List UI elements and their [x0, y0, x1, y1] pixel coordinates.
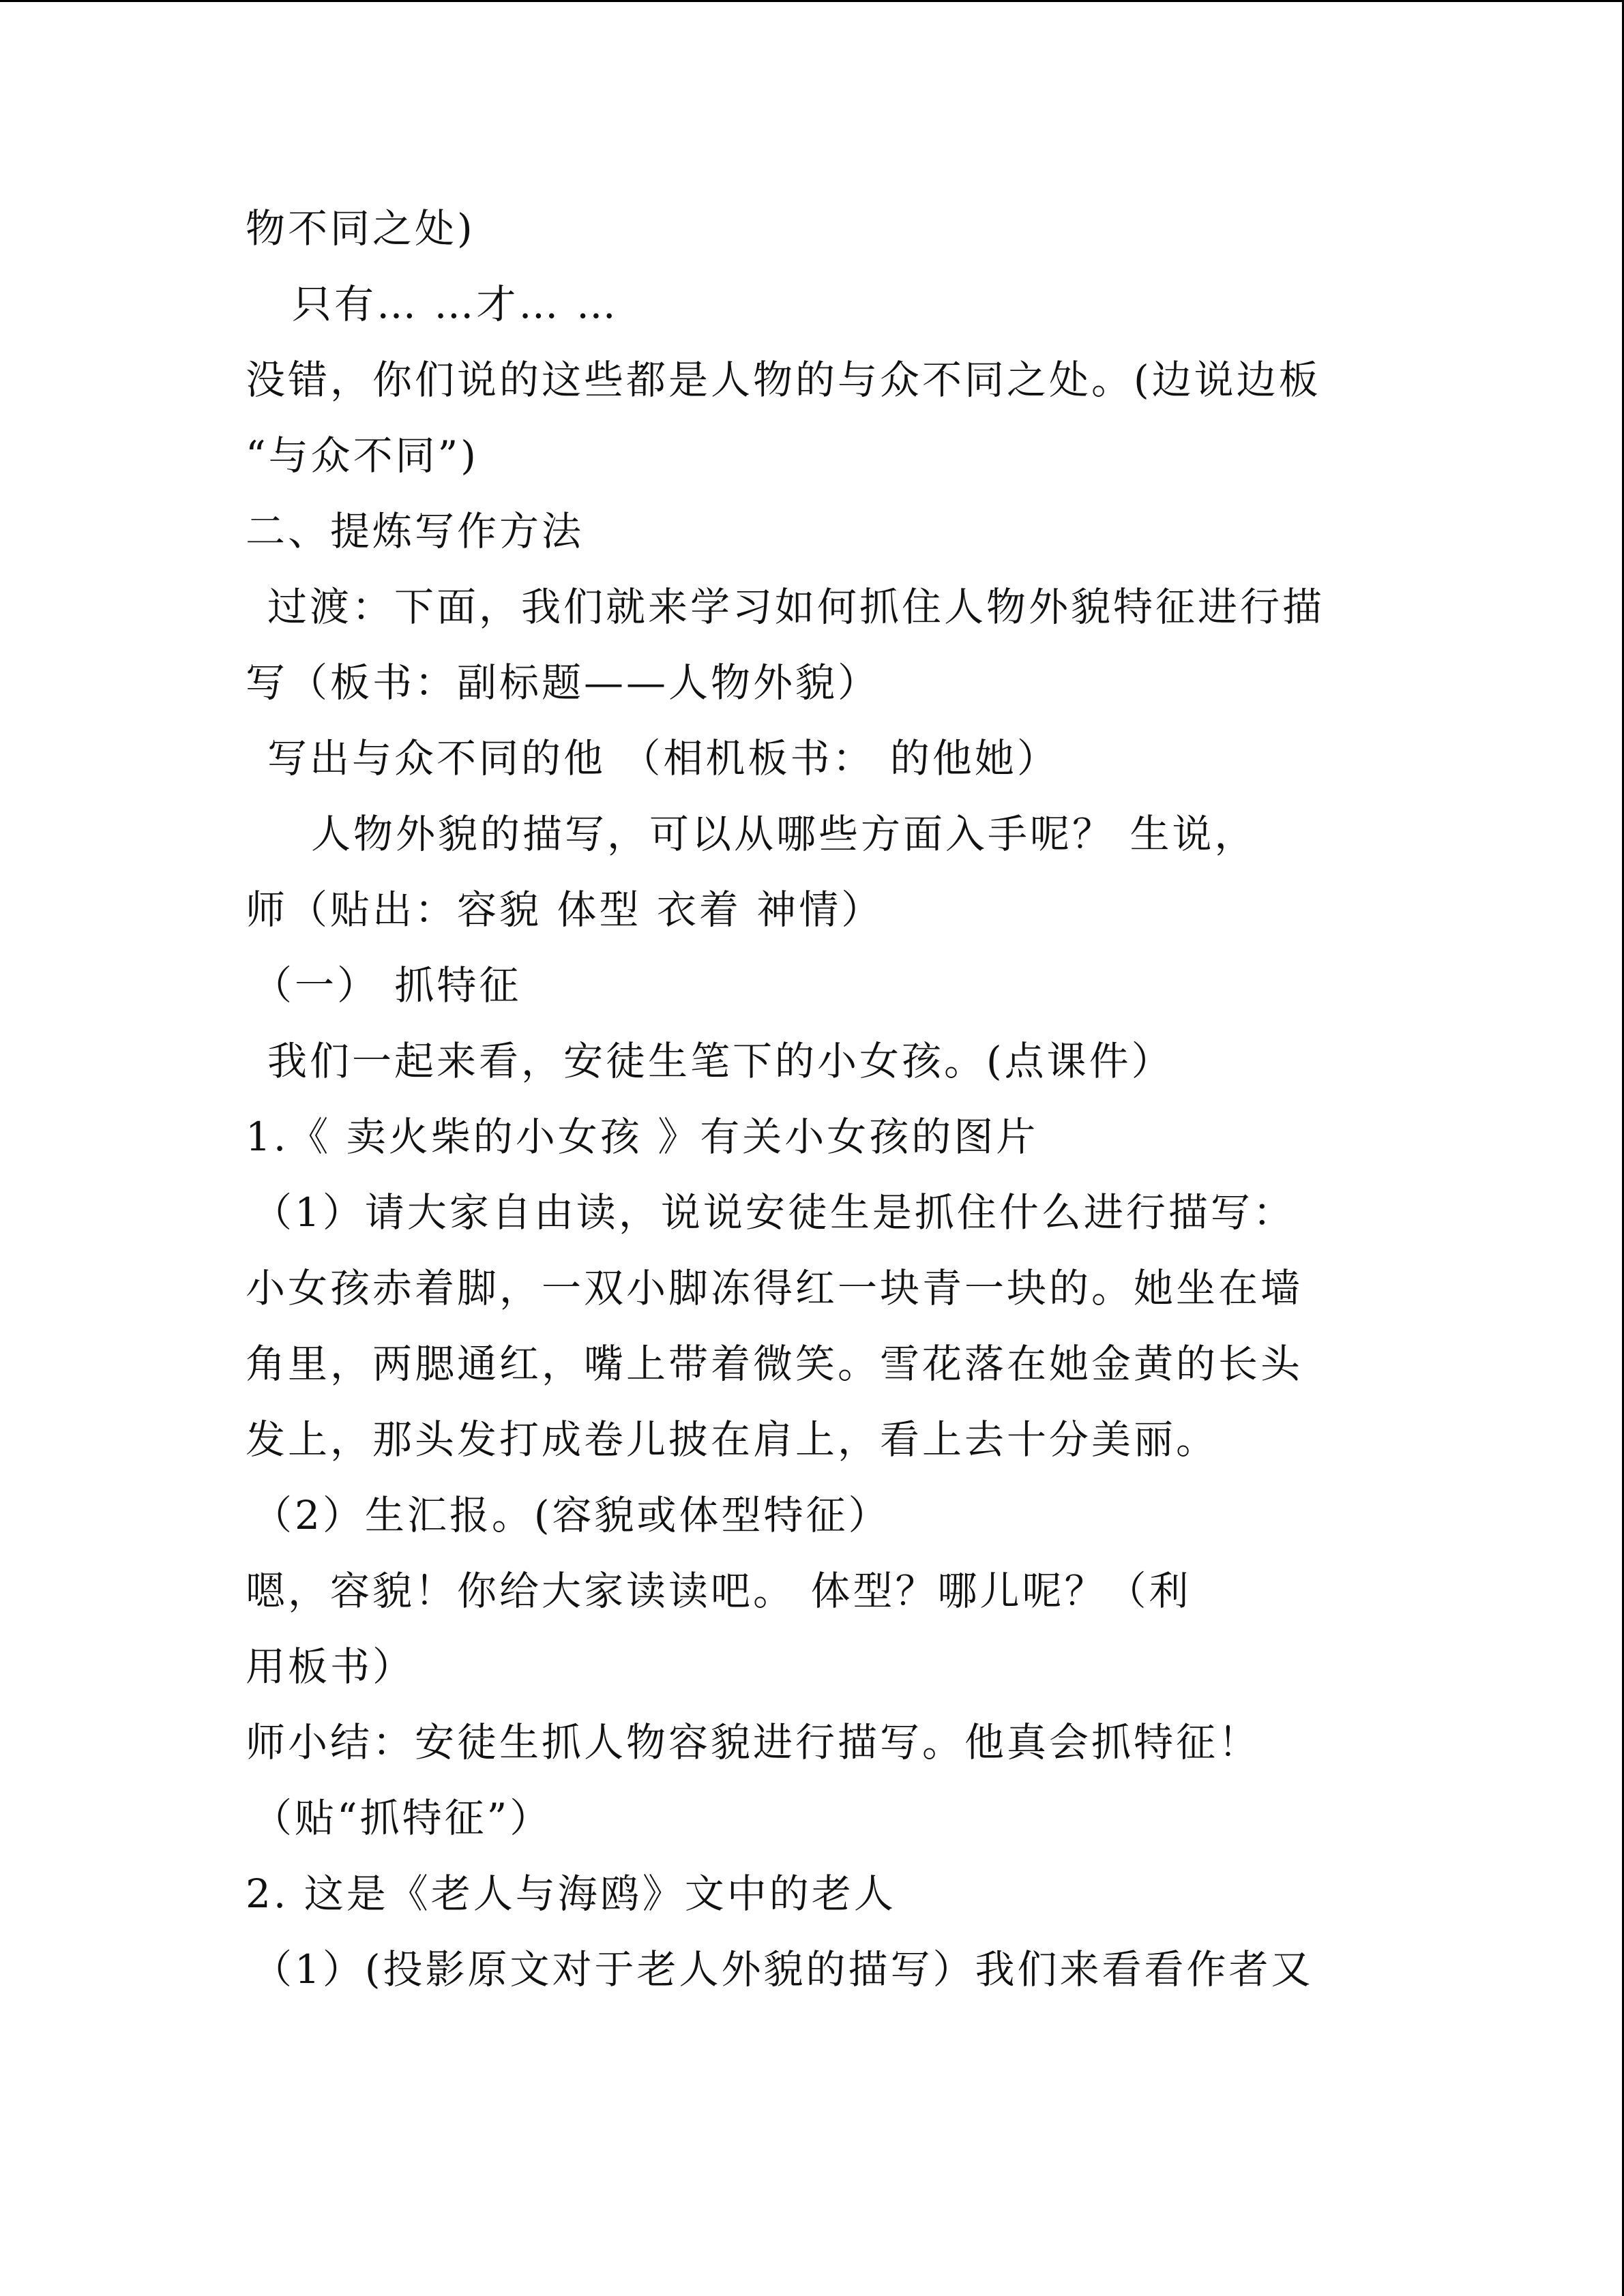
text-line-6: 过渡：下面，我们就来学习如何抓住人物外貌特征进行描 — [267, 584, 1325, 630]
text-line-15: 小女孩赤着脚，一双小脚冻得红一块青一块的。她坐在墙 — [246, 1265, 1303, 1311]
text-line-10: 师（贴出：容貌 体型 衣着 神情） — [246, 886, 884, 933]
text-line-14: （1）请大家自由读，说说安徒生是抓住什么进行描写： — [252, 1189, 1295, 1236]
text-line-9: 人物外貌的描写，可以从哪些方面入手呢？ 生说， — [311, 811, 1257, 857]
text-line-18: （2）生汇报。(容貌或体型特征） — [252, 1492, 891, 1538]
text-line-21: 师小结：安徒生抓人物容貌进行描写。他真会抓特征！ — [246, 1719, 1261, 1765]
page-top-border — [0, 0, 1624, 2]
text-line-24: （1）(投影原文对于老人外貌的描写）我们来看看作者又 — [252, 1946, 1314, 1993]
text-line-8: 写出与众不同的他 （相机板书： 的他她） — [267, 735, 1059, 781]
text-line-1: 物不同之处) — [246, 205, 475, 252]
text-line-23: 2. 这是《老人与海鸥》文中的老人 — [246, 1870, 896, 1917]
subsection-heading: （一） 抓特征 — [252, 962, 522, 1009]
text-line-2: 只有… …才… … — [292, 281, 619, 327]
text-line-19: 嗯，容貌！你给大家读读吧。 体型？哪儿呢？（利 — [246, 1568, 1192, 1614]
text-line-20: 用板书） — [246, 1643, 415, 1690]
text-line-12: 我们一起来看，安徒生笔下的小女孩。(点课件） — [267, 1038, 1174, 1084]
text-line-4: “与众不同”) — [246, 432, 479, 479]
text-line-22: （贴“抓特征”） — [252, 1795, 552, 1841]
text-line-17: 发上，那头发打成卷儿披在肩上，看上去十分美丽。 — [246, 1416, 1219, 1463]
text-line-3: 没错，你们说的这些都是人物的与众不同之处。(边说边板 — [246, 357, 1321, 403]
text-line-13: 1.《 卖火柴的小女孩 》有关小女孩的图片 — [246, 1114, 1039, 1160]
text-line-16: 角里，两腮通红，嘴上带着微笑。雪花落在她金黄的长头 — [246, 1341, 1303, 1387]
section-heading: 二、提炼写作方法 — [246, 508, 585, 554]
text-line-7: 写（板书：副标题——人物外貌） — [246, 659, 881, 706]
